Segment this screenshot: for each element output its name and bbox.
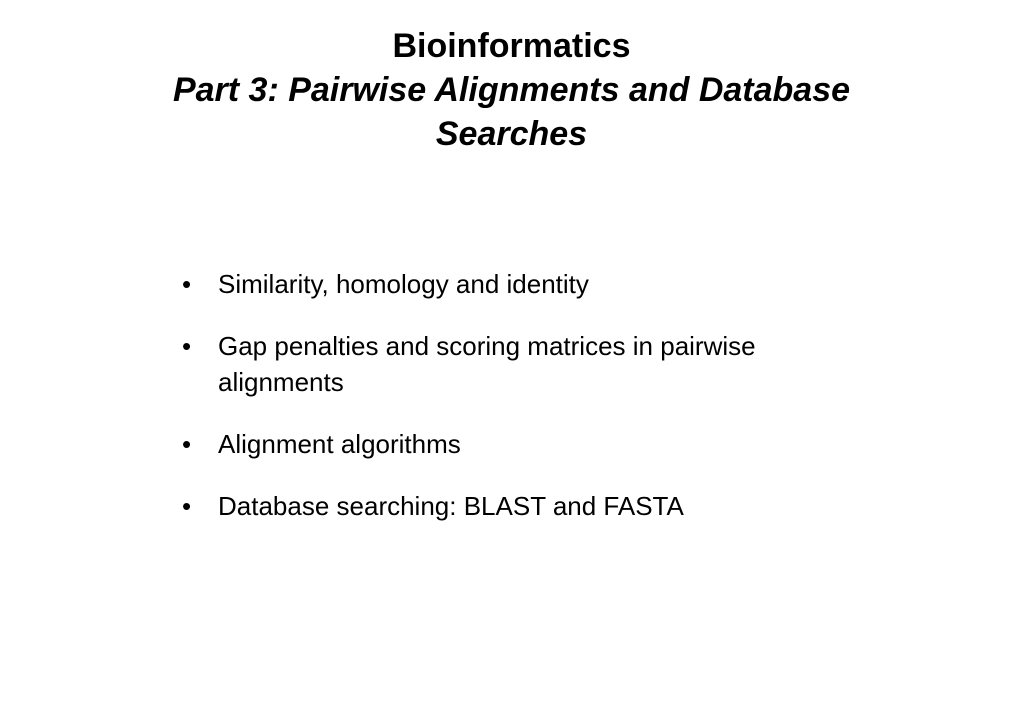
bullet-item-similarity [182, 266, 822, 302]
bullet-dot-icon: • [182, 269, 192, 299]
bullet-text: Alignment algorithms [218, 429, 461, 459]
bullet-text: Database searching: BLAST and FASTA [218, 491, 684, 521]
slide-title-block [40, 24, 983, 156]
bullet-item-database-searching [182, 488, 822, 524]
bullet-dot-icon: • [182, 429, 192, 459]
bullet-text: Similarity, homology and identity [218, 269, 589, 299]
slide-title: Bioinformatics [392, 27, 631, 65]
bullet-dot-icon: • [182, 331, 192, 361]
bullet-item-gap-penalties [182, 328, 778, 400]
slide-subtitle-line-2: Searches [435, 115, 588, 153]
bullet-text: Gap penalties and scoring matrices in pairwise alignments [218, 331, 756, 397]
bullet-list [182, 266, 822, 524]
bullet-item-alignment-algorithms [182, 426, 822, 462]
bullet-dot-icon: • [182, 491, 192, 521]
slide-subtitle-line-1: Part 3: Pairwise Alignments and Database [172, 71, 851, 109]
